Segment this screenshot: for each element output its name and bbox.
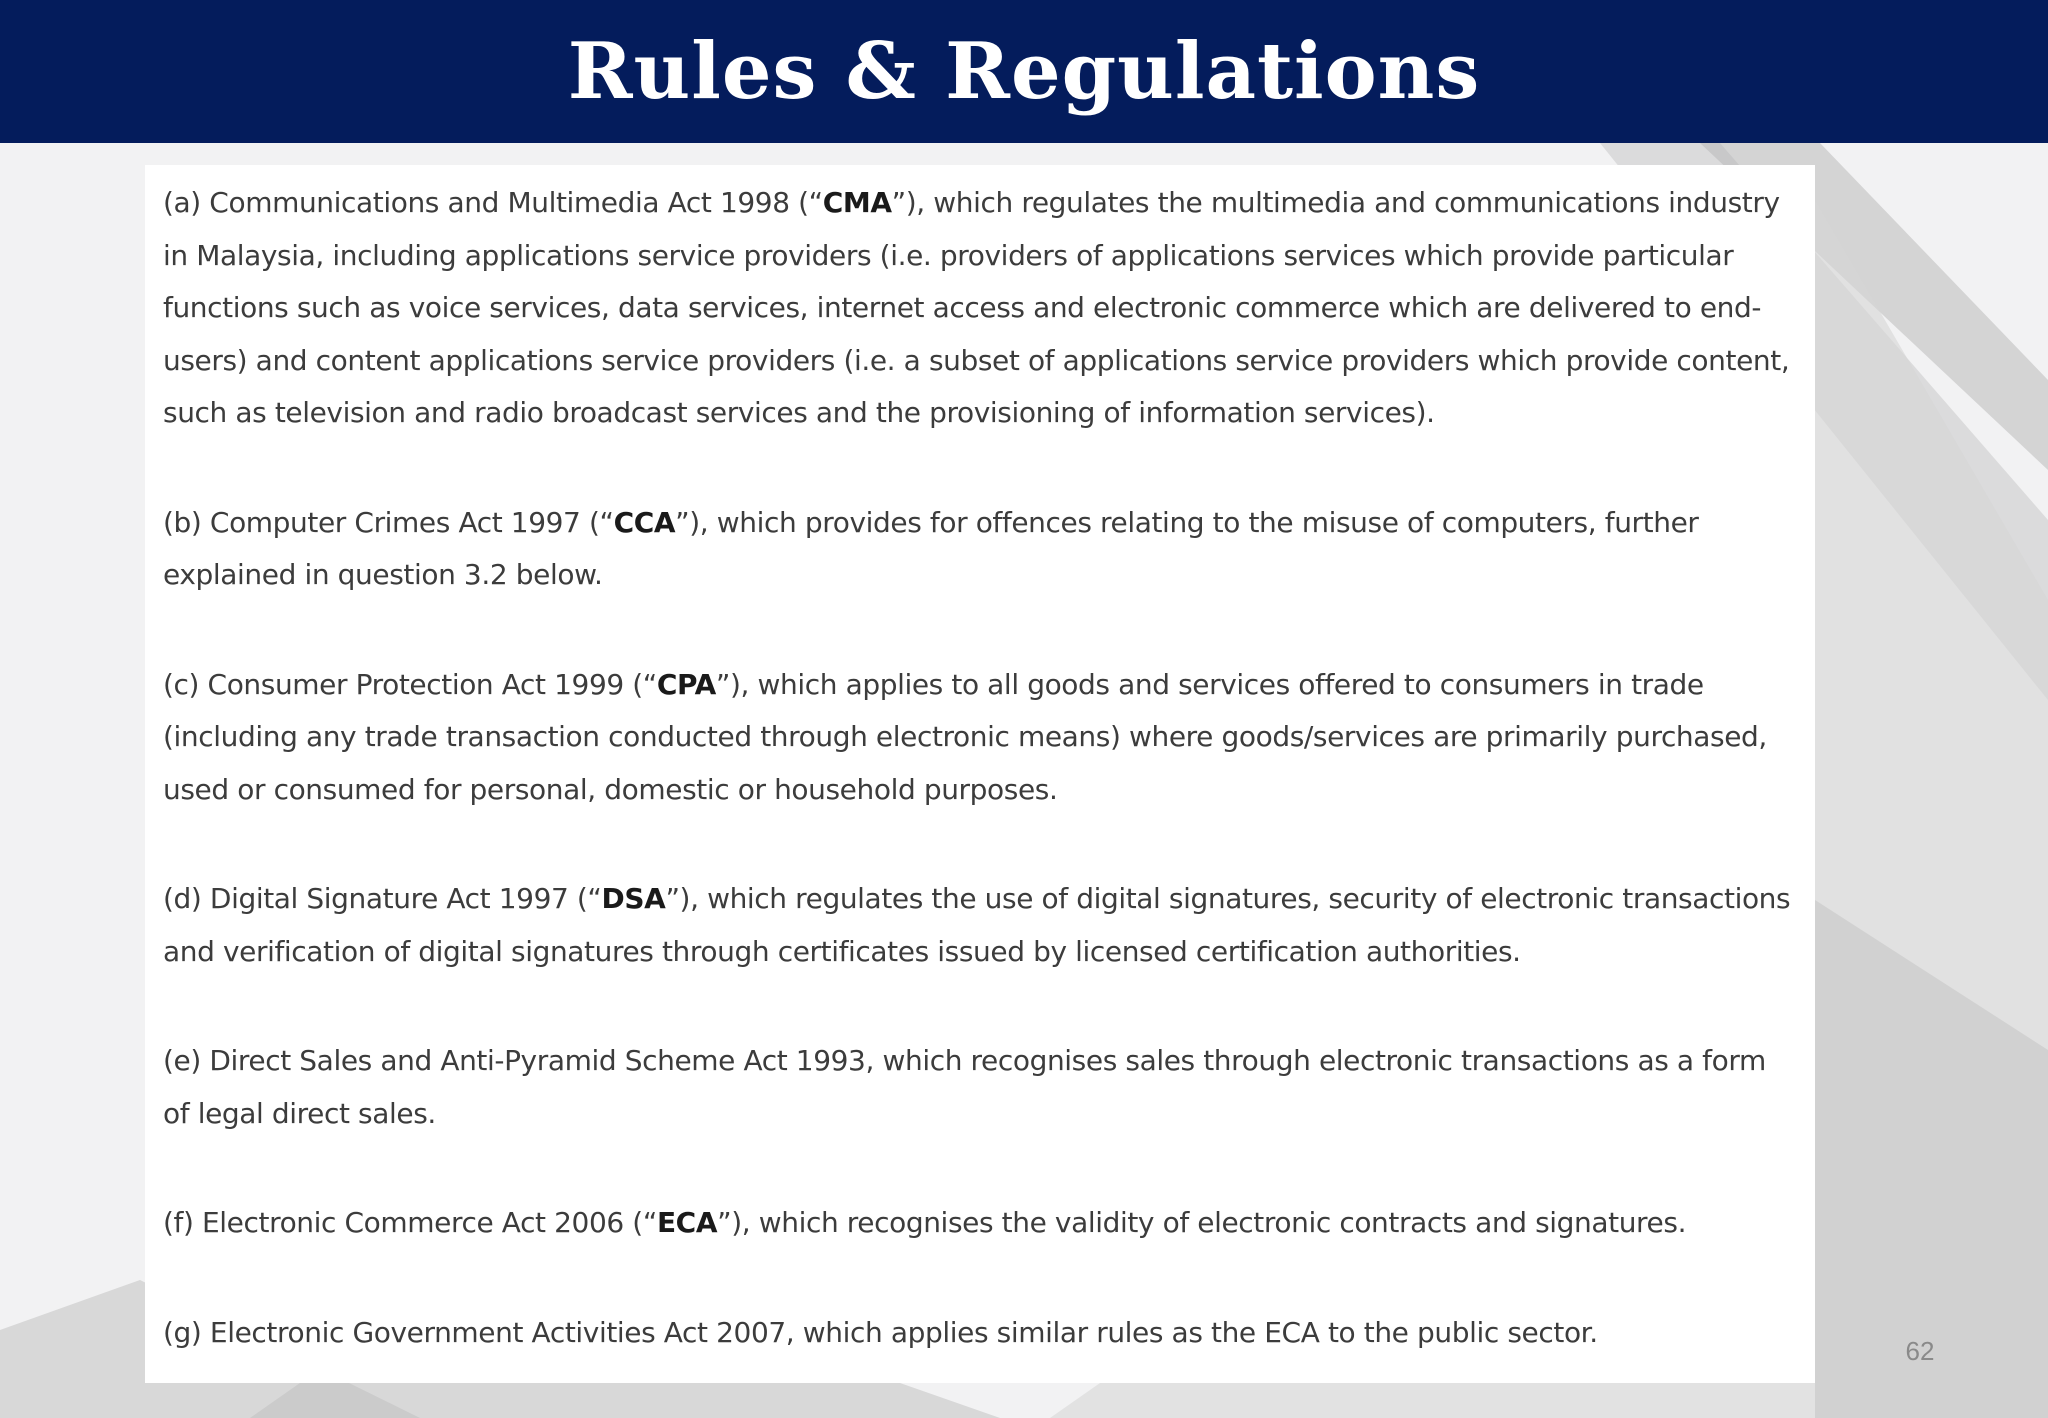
item-abbreviation: DSA — [601, 882, 666, 915]
item-text: ”), which regulates the multimedia and communications industry in Malaysia, including applications service providers (i.e. providers of applications services which provide particular functions such as voice services, data services, internet access and electronic commerce which are delivered to end-users) and content applications service providers (i.e. a subset of applications service providers which provide content, such as television and radio broadcast services and the provisioning of information services). — [163, 186, 1790, 429]
item-text: ”), which provides for offences relating to the misuse of computers, further explained in question 3.2 below. — [163, 505, 1699, 591]
list-item — [163, 873, 1797, 978]
item-text: (d) Digital Signature Act 1997 (“ — [163, 882, 602, 915]
item-text: (a) Communications and Multimedia Act 1998 (“ — [163, 186, 823, 219]
item-abbreviation: CPA — [656, 667, 716, 701]
item-text: ”), which applies to all goods and services offered to consumers in trade (including any trade transaction conducted through electronic means) where goods/services are primarily purchased, used or consumed for personal, domestic or household purposes. — [163, 667, 1767, 806]
list-item — [163, 497, 1797, 602]
item-text: ”), which recognises the validity of electronic contracts and signatures. — [717, 1206, 1687, 1239]
item-abbreviation: CCA — [613, 505, 676, 539]
list-item — [163, 1307, 1797, 1360]
list-item — [163, 177, 1797, 440]
item-text: (f) Electronic Commerce Act 2006 (“ — [163, 1206, 657, 1239]
item-text: (b) Computer Crimes Act 1997 (“ — [163, 505, 614, 539]
list-item — [163, 1035, 1797, 1140]
page-title: Rules & Regulations — [567, 26, 1481, 117]
item-text: (c) Consumer Protection Act 1999 (“ — [163, 667, 657, 701]
item-text: (g) Electronic Government Activities Act 2007, which applies similar rules as the ECA to the public sector. — [163, 1315, 1598, 1349]
item-text: (e) Direct Sales and Anti-Pyramid Scheme Act 1993, which recognises sales through electronic transactions as a form of legal direct sales. — [163, 1044, 1766, 1130]
item-text: ”), which regulates the use of digital signatures, security of electronic transactions and verification of digital signatures through certificates issued by licensed certification authorities. — [163, 882, 1791, 968]
item-abbreviation: ECA — [656, 1206, 718, 1239]
list-item — [163, 659, 1797, 817]
title-bar — [0, 0, 2048, 143]
item-abbreviation: CMA — [822, 186, 892, 219]
content-panel — [145, 165, 1815, 1383]
page-number: 62 — [1905, 1336, 1935, 1366]
list-item — [163, 1197, 1797, 1250]
